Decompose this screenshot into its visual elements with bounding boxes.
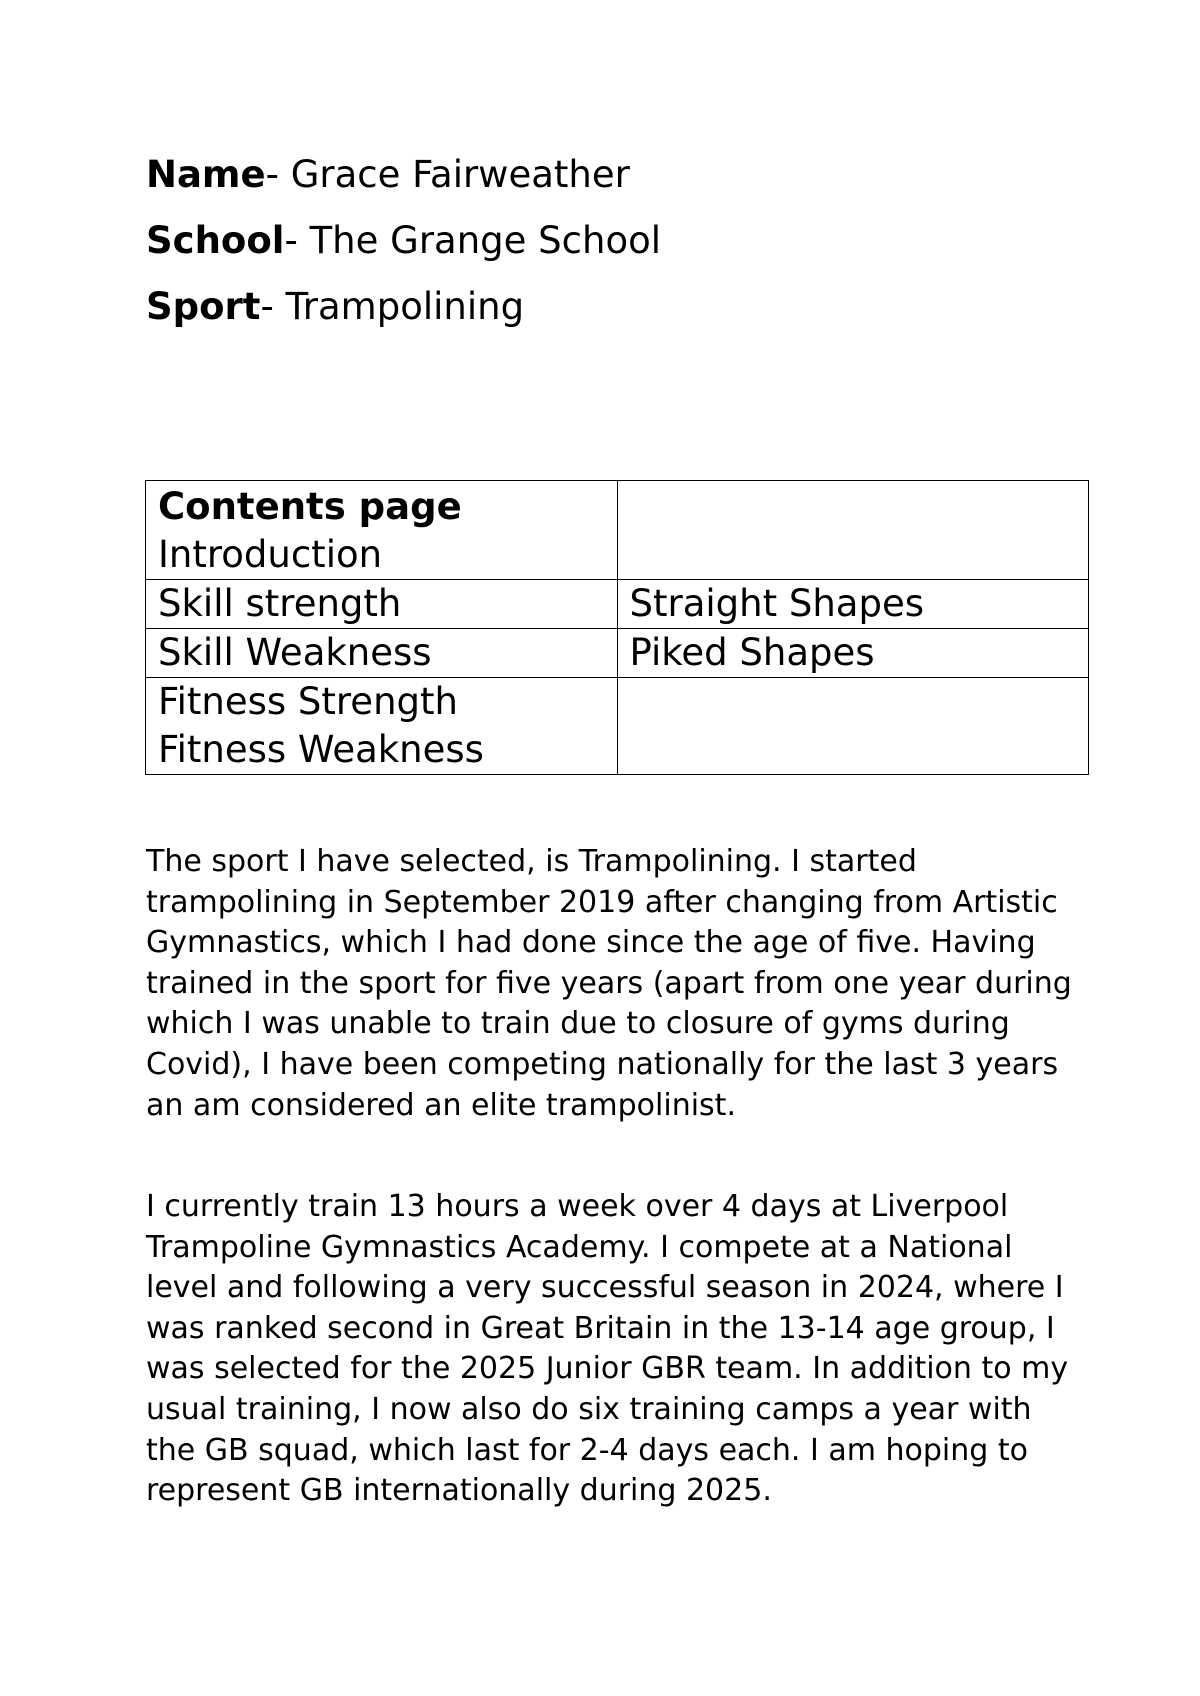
table-row: [146, 580, 1089, 629]
introduction-paragraph: The sport I have selected, is Trampolining. I started trampolining in September 2019 after changing from Artistic Gymnastics, which I had done since the age of five. Having trained in the sport for five years (apart from one year during which I was unable to train due to closure of gyms during Covid), I have been competing nationally for the last 3 years an am considered an elite trampolinist.: [146, 844, 1072, 1123]
student-details: [146, 142, 1086, 340]
contents-table: [145, 480, 1089, 775]
training-paragraph: I currently train 13 hours a week over 4 days at Liverpool Trampoline Gymnastics Academy. I compete at a National level and following a very successful season in 2024, where I was ranked second in Great Britain in the 13-14 age group, I was selected for the 2025 Junior GBR team. In addition to my usual training, I now also do six training camps a year with the GB squad, which last for 2-4 days each. I am hoping to represent GB internationally during 2025.: [146, 1189, 1069, 1509]
sport-label: Sport: [146, 285, 261, 328]
contents-item-fitness-strength: Fitness Strength: [158, 680, 458, 723]
sport-line: [146, 274, 1086, 340]
table-cell: [617, 481, 1089, 580]
table-cell: [146, 481, 618, 580]
table-row: [146, 481, 1089, 580]
contents-item-skill-strength: Skill strength: [146, 580, 618, 629]
name-label: Name: [146, 153, 266, 196]
sport-value: - Trampolining: [260, 285, 525, 328]
contents-item-fitness-weakness: Fitness Weakness: [158, 728, 484, 771]
school-label: School: [146, 219, 285, 262]
table-cell: [146, 678, 618, 775]
skill-weakness-topic: Piked Shapes: [617, 629, 1089, 678]
table-row: [146, 678, 1089, 775]
contents-item-skill-weakness: Skill Weakness: [146, 629, 618, 678]
name-line: [146, 142, 1086, 208]
contents-item-introduction: Introduction: [158, 533, 383, 576]
name-value: - Grace Fairweather: [265, 153, 630, 196]
school-line: [146, 208, 1086, 274]
contents-heading: Contents page: [158, 485, 462, 528]
skill-strength-topic: Straight Shapes: [617, 580, 1089, 629]
table-row: [146, 629, 1089, 678]
school-value: - The Grange School: [284, 219, 661, 262]
table-cell: [617, 678, 1089, 775]
